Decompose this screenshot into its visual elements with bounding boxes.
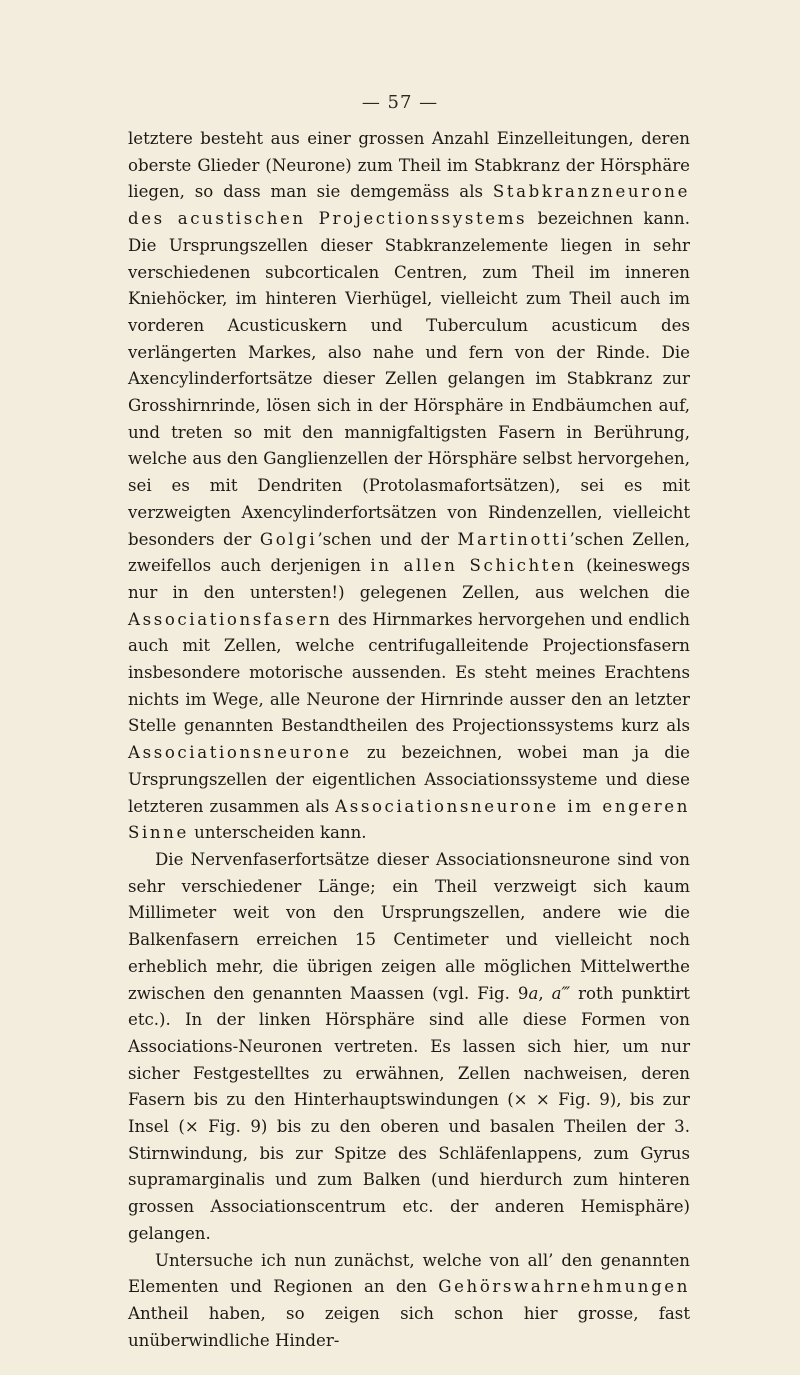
text-segment: bezeichnen kann. Die Ursprungszellen dieser Stabkranzelemente liegen in sehr verschiedenen subcorticalen Centren, zum Theil im inneren Kniehöcker, im hinteren Vierhügel, vielleicht zum Theil auch im vorderen Acusticuskern und Tuberculum acusticum des verlängerten Markes, also nahe und fern von der Rinde. Die Axencylinderfortsätze dieser Zellen gelangen im Stabkranz zur Grosshirnrinde, lösen sich in der Hörsphäre in Endbäumchen auf, und treten so mit den mannigfaltigsten Fasern in Berührung, welche aus den Ganglienzellen der Hörsphäre selbst hervorgehen, sei es mit Dendriten (Protolasmafortsätzen), sei es mit verzweigten Axencylinderfortsätzen von Rindenzellen, vielleicht besonders der — [128, 209, 691, 549]
text-segment: zu bezeichnen, wobei man ja die Ursprungszellen der eigentlichen Associationssysteme und diese letzteren zusammen als — [128, 743, 690, 816]
paragraph — [128, 1248, 690, 1355]
text-segment: des Hirnmarkes hervorgehen und endlich auch mit Zellen, welche centrifugalleitende Projectionsfasern insbesondere motorische aussenden. Es steht meines Erachtens nichts im Wege, alle Neurone der Hirnrinde ausser den an letzter Stelle genannten Bestandtheilen des Projectionssystems kurz als — [128, 609, 690, 736]
text-segment: , — [538, 983, 552, 1003]
text-segment: ’schen Zellen, zweifellos auch derjenigen — [128, 529, 690, 576]
spaced-emphasis-text: Martinotti — [457, 529, 570, 549]
spaced-emphasis-text: in allen Schichten — [370, 556, 577, 576]
text-segment: (keineswegs nur in den untersten!) gelegenen Zellen, aus welchen die — [128, 556, 690, 602]
text-segment: letztere besteht aus einer grossen Anzahl Einzelleitungen, deren oberste Glieder (Neurone) zum Theil im Stabkranz der Hörsphäre liegen, so dass man sie demgemäss als — [128, 129, 690, 202]
text-segment: Die Nervenfaserfortsätze dieser Associationsneurone sind von sehr verschiedener Länge; ein Theil verzweigt sich kaum Millimeter weit von den Ursprungszellen, andere wie die Balkenfasern erreichen 15 Centimeter und vielleicht noch erheblich mehr, die übrigen zeigen alle möglichen Mittelwerthe zwischen den genannten Maassen (vgl. Fig. 9 — [128, 849, 690, 1003]
text-segment: roth punktirt etc.). In der linken Hörsphäre sind alle diese Formen von Associations-Neuronen vertreten. Es lassen sich hier, um nur sicher Festgestelltes zu erwähnen, Zellen nachweisen, deren Fasern bis zu den Hinterhauptswindungen (× × Fig. 9), bis zur Insel (× Fig. 9) bis zu den oberen und basalen Theilen der 3. Stirnwindung, bis zur Spitze des Schläfenlappens, zum Gyrus supramarginalis und zum Balken (und hierdurch zum hinteren grossen Associationscentrum etc. der anderen Hemisphäre) gelangen. — [128, 983, 690, 1243]
italic-text: a — [528, 983, 539, 1003]
paragraph — [128, 847, 690, 1248]
spaced-emphasis-text: Golgi — [259, 529, 318, 549]
italic-text: a‴ — [551, 983, 571, 1003]
spaced-emphasis-text: Associationsfasern — [128, 609, 333, 629]
page-number: — 57 — — [361, 92, 439, 113]
text-segment: Untersuche ich nun zunächst, welche von all’ den genannten Elementen und Regionen an den — [128, 1250, 690, 1297]
spaced-emphasis-text: Stabkranzneurone des acustischen Projectionssystems — [128, 182, 690, 229]
spaced-emphasis-text: Gehörswahrnehmungen — [438, 1277, 690, 1297]
text-segment: unterscheiden kann. — [188, 823, 367, 843]
text-segment: ’schen und der — [317, 529, 458, 549]
text-segment: Antheil haben, so zeigen sich schon hier grosse, fast unüberwindliche Hinder- — [128, 1303, 690, 1350]
paragraph — [128, 126, 690, 847]
spaced-emphasis-text: Associationsneurone — [128, 743, 352, 763]
spaced-emphasis-text: Associationsneurone im engeren Sinne — [128, 796, 690, 843]
body-text — [128, 126, 690, 1354]
